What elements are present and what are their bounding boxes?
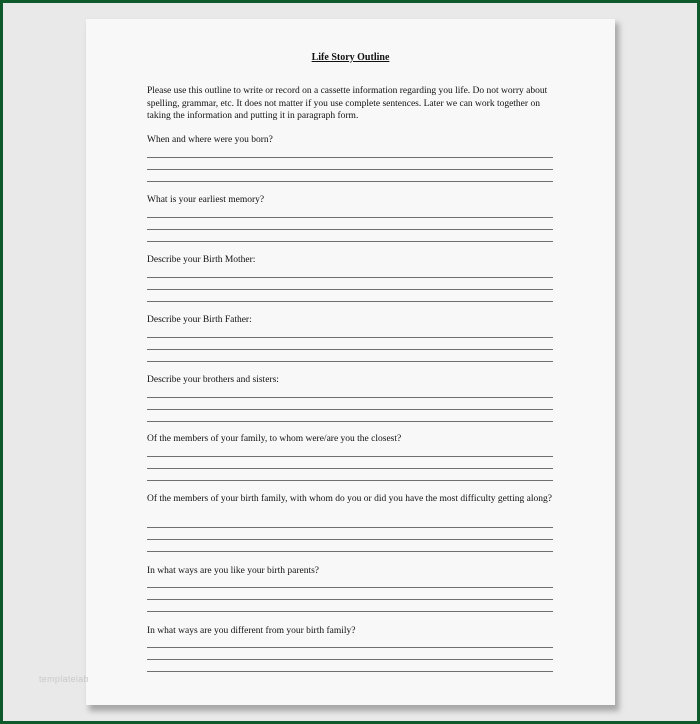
question-label: Of the members of your birth family, with whom do you or did you have the most difficulty getting along? (147, 494, 552, 504)
answer-line[interactable] (147, 611, 553, 612)
answer-line[interactable] (147, 337, 553, 338)
answer-line[interactable] (147, 361, 553, 362)
answer-line[interactable] (147, 480, 553, 481)
answer-line[interactable] (147, 527, 553, 528)
answer-line[interactable] (147, 421, 553, 422)
question-label: What is your earliest memory? (147, 195, 265, 205)
answer-line[interactable] (147, 456, 553, 457)
question-label: Of the members of your family, to whom were/are you the closest? (147, 434, 402, 444)
answer-line[interactable] (147, 551, 553, 552)
question-label: Describe your brothers and sisters: (147, 375, 279, 385)
answer-line[interactable] (147, 301, 553, 302)
answer-line[interactable] (147, 181, 553, 182)
question-label: When and where were you born? (147, 135, 273, 145)
watermark-text: templatelab (39, 674, 89, 684)
answer-line[interactable] (147, 349, 553, 350)
answer-line[interactable] (147, 229, 553, 230)
question-label: Describe your Birth Mother: (147, 255, 256, 265)
answer-line[interactable] (147, 277, 553, 278)
answer-line[interactable] (147, 169, 553, 170)
question-label: In what ways are you different from your birth family? (147, 626, 356, 636)
answer-line[interactable] (147, 599, 553, 600)
intro-paragraph: Please use this outline to write or record on a cassette information regarding you life. Do not worry about spelling, grammar, etc. It does not matter if you use complete sentences. Later we can work together on taking the information and putting it in paragraph form. (147, 86, 548, 121)
answer-line[interactable] (147, 539, 553, 540)
answer-line[interactable] (147, 397, 553, 398)
answer-line[interactable] (147, 671, 553, 672)
question-label: In what ways are you like your birth parents? (147, 566, 320, 576)
answer-line[interactable] (147, 587, 553, 588)
answer-line[interactable] (147, 409, 553, 410)
question-label: Describe your Birth Father: (147, 315, 252, 325)
document-page (86, 19, 615, 705)
answer-line[interactable] (147, 157, 553, 158)
answer-line[interactable] (147, 289, 553, 290)
answer-line[interactable] (147, 217, 553, 218)
answer-line[interactable] (147, 659, 553, 660)
answer-line[interactable] (147, 241, 553, 242)
document-title: Life Story Outline (311, 52, 390, 63)
answer-line[interactable] (147, 647, 553, 648)
answer-line[interactable] (147, 468, 553, 469)
